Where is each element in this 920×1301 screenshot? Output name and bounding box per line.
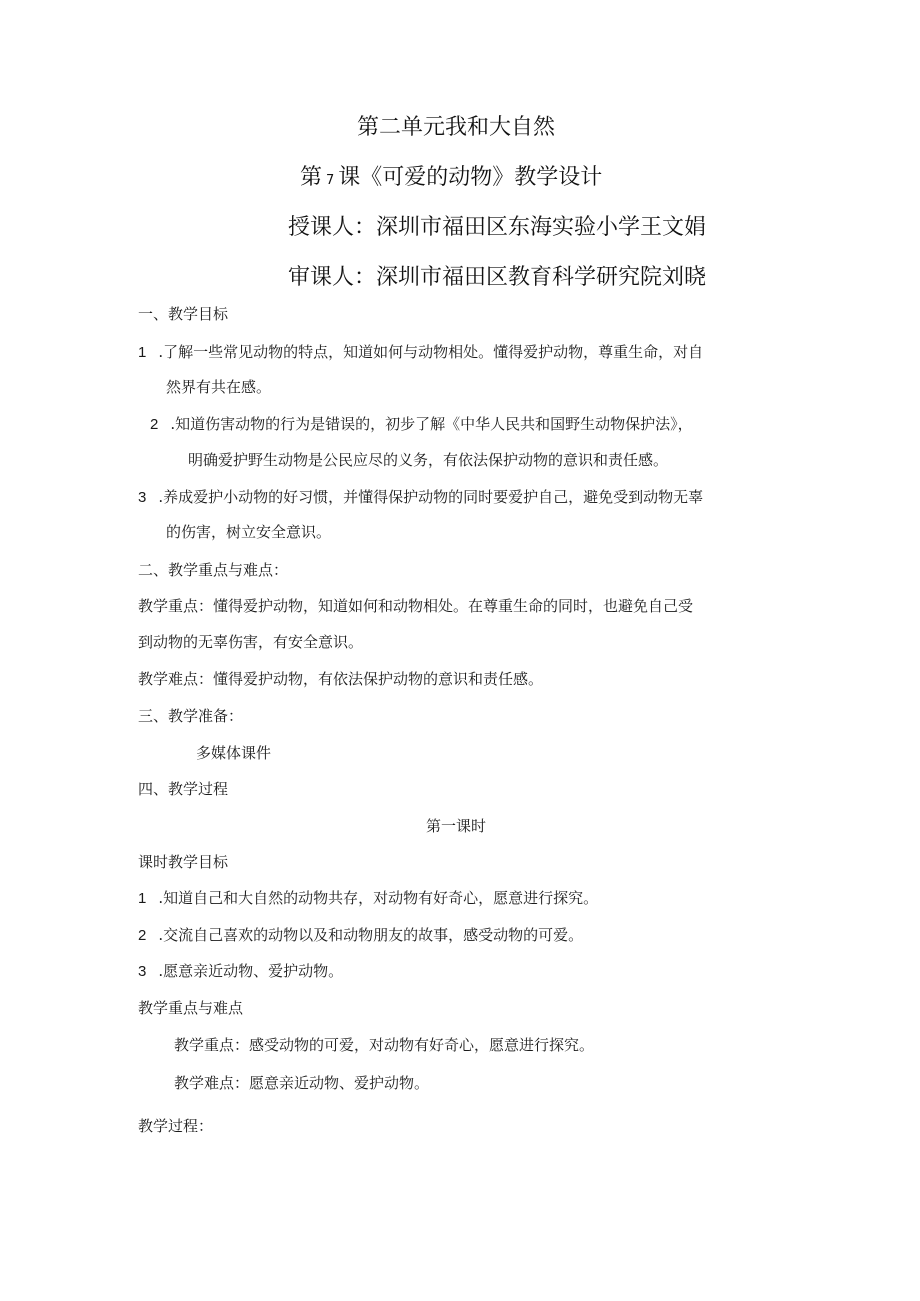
goal-item-text: .知道伤害动物的行为是错误的，初步了解《中华人民共和国野生动物保护法》， xyxy=(170,415,693,433)
lesson-number: 7 xyxy=(326,173,335,188)
process-heading: 教学过程： xyxy=(138,1117,214,1135)
period-key-point: 教学重点：感受动物的可爱，对动物有好奇心，愿意进行探究。 xyxy=(174,1036,595,1054)
period-kd-heading: 教学重点与难点 xyxy=(138,999,244,1017)
period-title: 第一课时 xyxy=(426,817,487,835)
period-goal-text: .知道自己和大自然的动物共存，对动物有好奇心，愿意进行探究。 xyxy=(158,889,599,907)
goal-item-2-cont: 明确爱护野生动物是公民应尽的义务，有依法保护动物的意识和责任感。 xyxy=(188,451,669,469)
section-3-heading: 三、教学准备： xyxy=(138,707,244,725)
goal-item-3-cont: 的伤害，树立安全意识。 xyxy=(166,523,332,541)
lesson-prefix: 第 xyxy=(300,165,323,190)
key-point-line1: 教学重点：懂得爱护动物，知道如何和动物相处。在尊重生命的同时，也避免自己受 xyxy=(138,597,694,615)
goal-item-1-cont: 然界有共在感。 xyxy=(166,378,272,396)
lesson-name: 课《可爱的动物》教学设计 xyxy=(338,165,603,190)
preparation-content: 多媒体课件 xyxy=(196,744,272,762)
period-goal-number: 2 xyxy=(138,927,147,944)
reviewer-line: 审课人：深圳市福田区教育科学研究院刘晓 xyxy=(288,265,707,290)
unit-title: 第二单元我和大自然 xyxy=(357,115,556,140)
period-goals-heading: 课时教学目标 xyxy=(138,853,229,871)
key-point-line2: 到动物的无辜伤害，有安全意识。 xyxy=(138,633,364,651)
period-goal-1 xyxy=(138,888,598,909)
difficulty-point: 教学难点：懂得爱护动物，有依法保护动物的意识和责任感。 xyxy=(138,670,544,688)
goal-item-number: 3 xyxy=(138,489,147,506)
goal-item-number: 1 xyxy=(138,344,147,361)
period-goal-2 xyxy=(138,925,583,946)
goal-item-1 xyxy=(138,342,703,363)
goal-item-number: 2 xyxy=(150,416,159,433)
period-difficulty-point: 教学难点：愿意亲近动物、爱护动物。 xyxy=(174,1074,430,1092)
section-1-heading: 一、教学目标 xyxy=(138,305,229,323)
goal-item-text: .了解一些常见动物的特点，知道如何与动物相处。懂得爱护动物，尊重生命，对自 xyxy=(158,343,704,361)
period-goal-text: .愿意亲近动物、爱护动物。 xyxy=(158,962,344,980)
goal-item-text: .养成爱护小动物的好习惯，并懂得保护动物的同时要爱护自己，避免受到动物无辜 xyxy=(158,488,704,506)
period-goal-number: 1 xyxy=(138,890,147,907)
goal-item-2 xyxy=(150,414,693,435)
period-goal-text: .交流自己喜欢的动物以及和动物朋友的故事，感受动物的可爱。 xyxy=(158,926,584,944)
section-2-heading: 二、教学重点与难点： xyxy=(138,561,289,579)
period-goal-3 xyxy=(138,961,343,982)
goal-item-3 xyxy=(138,487,703,508)
section-4-heading: 四、教学过程 xyxy=(138,780,229,798)
period-goal-number: 3 xyxy=(138,963,147,980)
teacher-line: 授课人：深圳市福田区东海实验小学王文娟 xyxy=(288,215,707,240)
lesson-title xyxy=(300,160,602,191)
